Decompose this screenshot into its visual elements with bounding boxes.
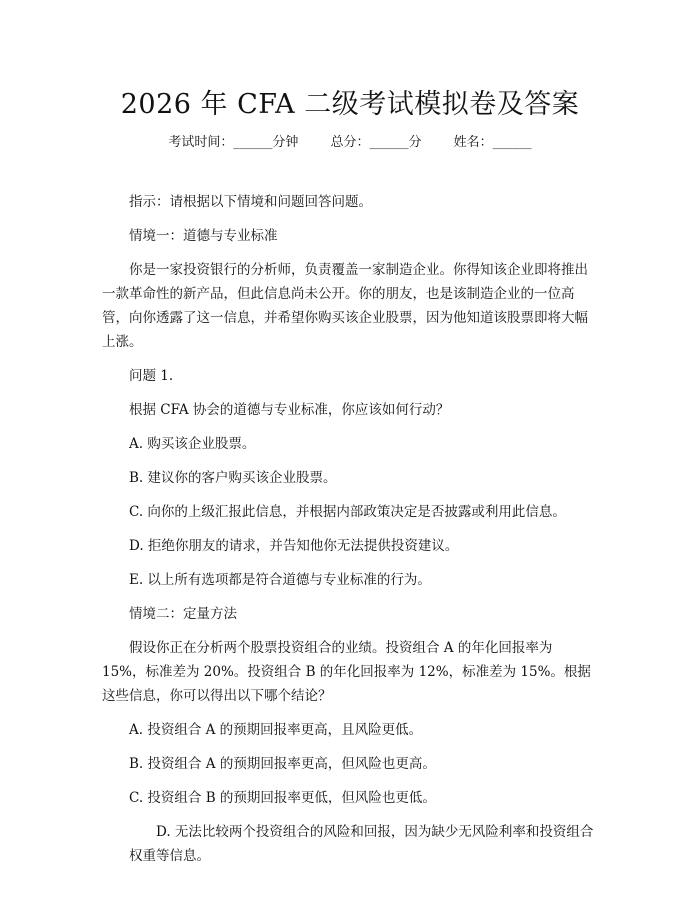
- exam-meta: [0, 131, 700, 150]
- name-field: 姓名：______: [453, 135, 532, 150]
- q2-option-c: C. 投资组合 B 的预期回报率更低，但风险也更低。: [129, 790, 436, 806]
- q1-option-c: C. 向你的上级汇报此信息，并根据内部政策决定是否披露或利用此信息。: [129, 504, 566, 520]
- page-title: 2026 年 CFA 二级考试模拟卷及答案: [120, 89, 580, 120]
- q1-option-a: A. 购买该企业股票。: [129, 436, 256, 452]
- scenario-2-title: 情境二：定量方法: [129, 606, 237, 622]
- q2-option-a: A. 投资组合 A 的预期回报率更高，且风险更低。: [129, 722, 423, 738]
- question-1-text: 根据 CFA 协会的道德与专业标准，你应该如何行动？: [129, 402, 450, 418]
- q1-option-b: B. 建议你的客户购买该企业股票。: [129, 470, 337, 486]
- q2-option-d: D. 无法比较两个投资组合的风险和回报，因为缺少无风险利率和投资组合权重等信息。: [129, 824, 594, 864]
- scenario-1-text: 你是一家投资银行的分析师，负责覆盖一家制造企业。你得知该企业即将推出一款革命性的新产品，但此信息尚未公开。你的朋友，也是该制造企业的一位高管，向你透露了这一信息，并希望你购买该企业股票，因为他知道该股票即将大幅上涨。: [102, 262, 588, 350]
- scenario-2-text: 假设你正在分析两个股票投资组合的业绩。投资组合 A 的年化回报率为 15%，标准差为 20%。投资组合 B 的年化回报率为 12%，标准差为 15%。根据这些信息，你可以得出以下哪个结论？: [102, 640, 591, 704]
- question-1-title: 问题 1.: [129, 368, 174, 384]
- q1-option-d: D. 拒绝你朋友的请求，并告知他你无法提供投资建议。: [129, 538, 459, 554]
- total-score-field: 总分：______分: [330, 135, 422, 150]
- scenario-1-title: 情境一：道德与专业标准: [129, 228, 278, 244]
- q2-option-b: B. 投资组合 A 的预期回报率更高，但风险也更高。: [129, 756, 436, 772]
- instruction-text: 指示：请根据以下情境和问题回答问题。: [129, 194, 372, 210]
- exam-time-field: 考试时间：______分钟: [168, 135, 299, 150]
- q1-option-e: E. 以上所有选项都是符合道德与专业标准的行为。: [129, 572, 431, 588]
- document-content: [102, 190, 600, 878]
